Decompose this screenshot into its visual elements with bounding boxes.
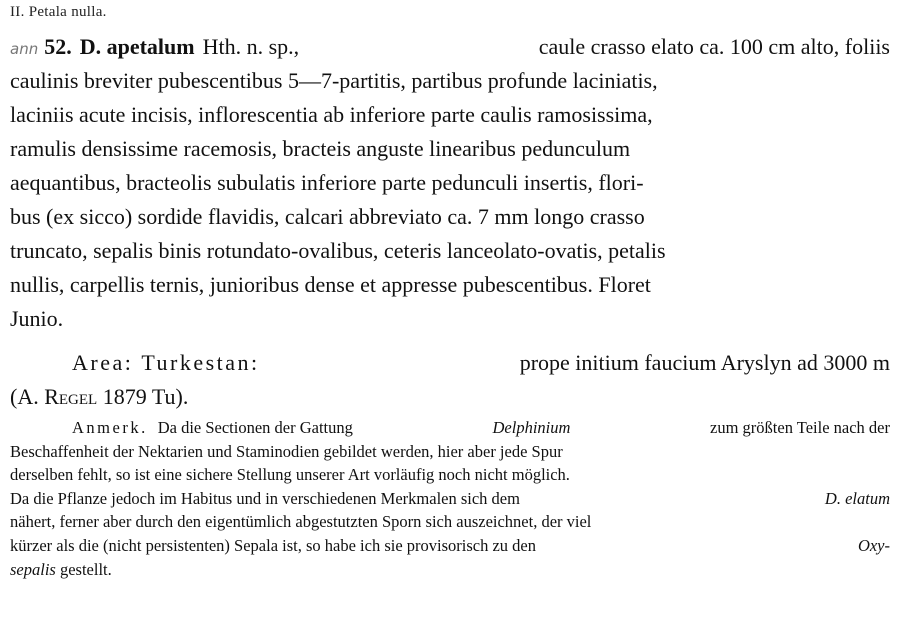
remark-line-6 xyxy=(10,534,890,558)
area-label: Area: xyxy=(72,350,134,375)
genus-name: Delphinium xyxy=(492,418,571,437)
remark-text: kürzer als die (nicht persistenten) Sepala ist, so habe ich sie provisorisch zu den xyxy=(10,535,537,555)
entry-line: laciniis acute incisis, inflorescentia ab inferiore parte caulis ramosissima, xyxy=(10,102,653,127)
description-text: caule crasso elato ca. 100 cm alto, foliis xyxy=(538,34,890,59)
area-paragraph xyxy=(10,346,890,414)
area-line-2 xyxy=(10,380,890,414)
remark-lead xyxy=(72,416,353,440)
area-lead xyxy=(72,346,268,380)
entry-line: nullis, carpellis ternis, junioribus dense et appresse pubescentibus. Floret xyxy=(10,272,651,297)
remark-line-1 xyxy=(10,416,890,440)
area-citation-close: 1879 Tu). xyxy=(102,384,189,409)
section-name-part2: sepalis xyxy=(10,559,56,579)
entry-line: caulinis breviter pubescentibus 5—7-partitis, partibus profunde laciniatis, xyxy=(10,68,658,93)
remark-label: Anmerk. xyxy=(72,418,148,437)
area-locality: prope initium faucium Aryslyn ad 3000 m xyxy=(519,350,890,375)
entry-number: 52. xyxy=(44,34,72,59)
remark-text: Da die Sectionen der Gattung xyxy=(157,418,353,437)
section-heading: II. Petala nulla. xyxy=(10,4,107,20)
remark-paragraph xyxy=(10,416,890,581)
area-citation-open: (A. xyxy=(10,384,39,409)
species-entry xyxy=(10,30,890,336)
entry-line: truncato, sepalis binis rotundato-ovalibus, ceteris lanceolato-ovatis, petalis xyxy=(10,238,666,263)
remark-text: Da die Pflanze jedoch im Habitus und in verschiedenen Merkmalen sich dem xyxy=(10,488,520,508)
remark-line-4 xyxy=(10,487,890,511)
species-author: Hth. n. sp., xyxy=(202,34,300,59)
remark-line: nähert, ferner aber durch den eigentümlich abgestutzten Sporn sich auszeichnet, der viel xyxy=(10,512,592,532)
remark-line-7 xyxy=(10,558,890,582)
remark-line: Beschaffenheit der Nektarien und Staminodien gebildet werden, hier aber jede Spur xyxy=(10,441,563,461)
area-region: Turkestan: xyxy=(141,350,260,375)
entry-line: bus (ex sicco) sordide flavidis, calcari abbreviato ca. 7 mm longo crasso xyxy=(10,204,645,229)
entry-line: ramulis densissime racemosis, bracteis anguste linearibus pedunculum xyxy=(10,136,631,161)
reference-species: D. elatum xyxy=(824,488,890,508)
collector-name: Regel xyxy=(44,384,98,409)
entry-lead xyxy=(10,30,307,64)
area-line-1 xyxy=(10,346,890,380)
remark-text: gestellt. xyxy=(59,559,112,579)
species-name: D. apetalum xyxy=(79,34,195,59)
entry-line-1 xyxy=(10,30,890,64)
handwritten-margin-mark: ann xyxy=(10,40,39,58)
section-name-part1: Oxy- xyxy=(857,535,890,555)
remark-line: derselben fehlt, so ist eine sichere Stellung unserer Art vorläufig noch nicht möglich. xyxy=(10,465,570,485)
remark-text: zum größten Teile nach der xyxy=(710,418,890,437)
entry-line: aequantibus, bracteolis subulatis inferiore parte pedunculi insertis, flori- xyxy=(10,170,644,195)
entry-line: Junio. xyxy=(10,306,64,331)
